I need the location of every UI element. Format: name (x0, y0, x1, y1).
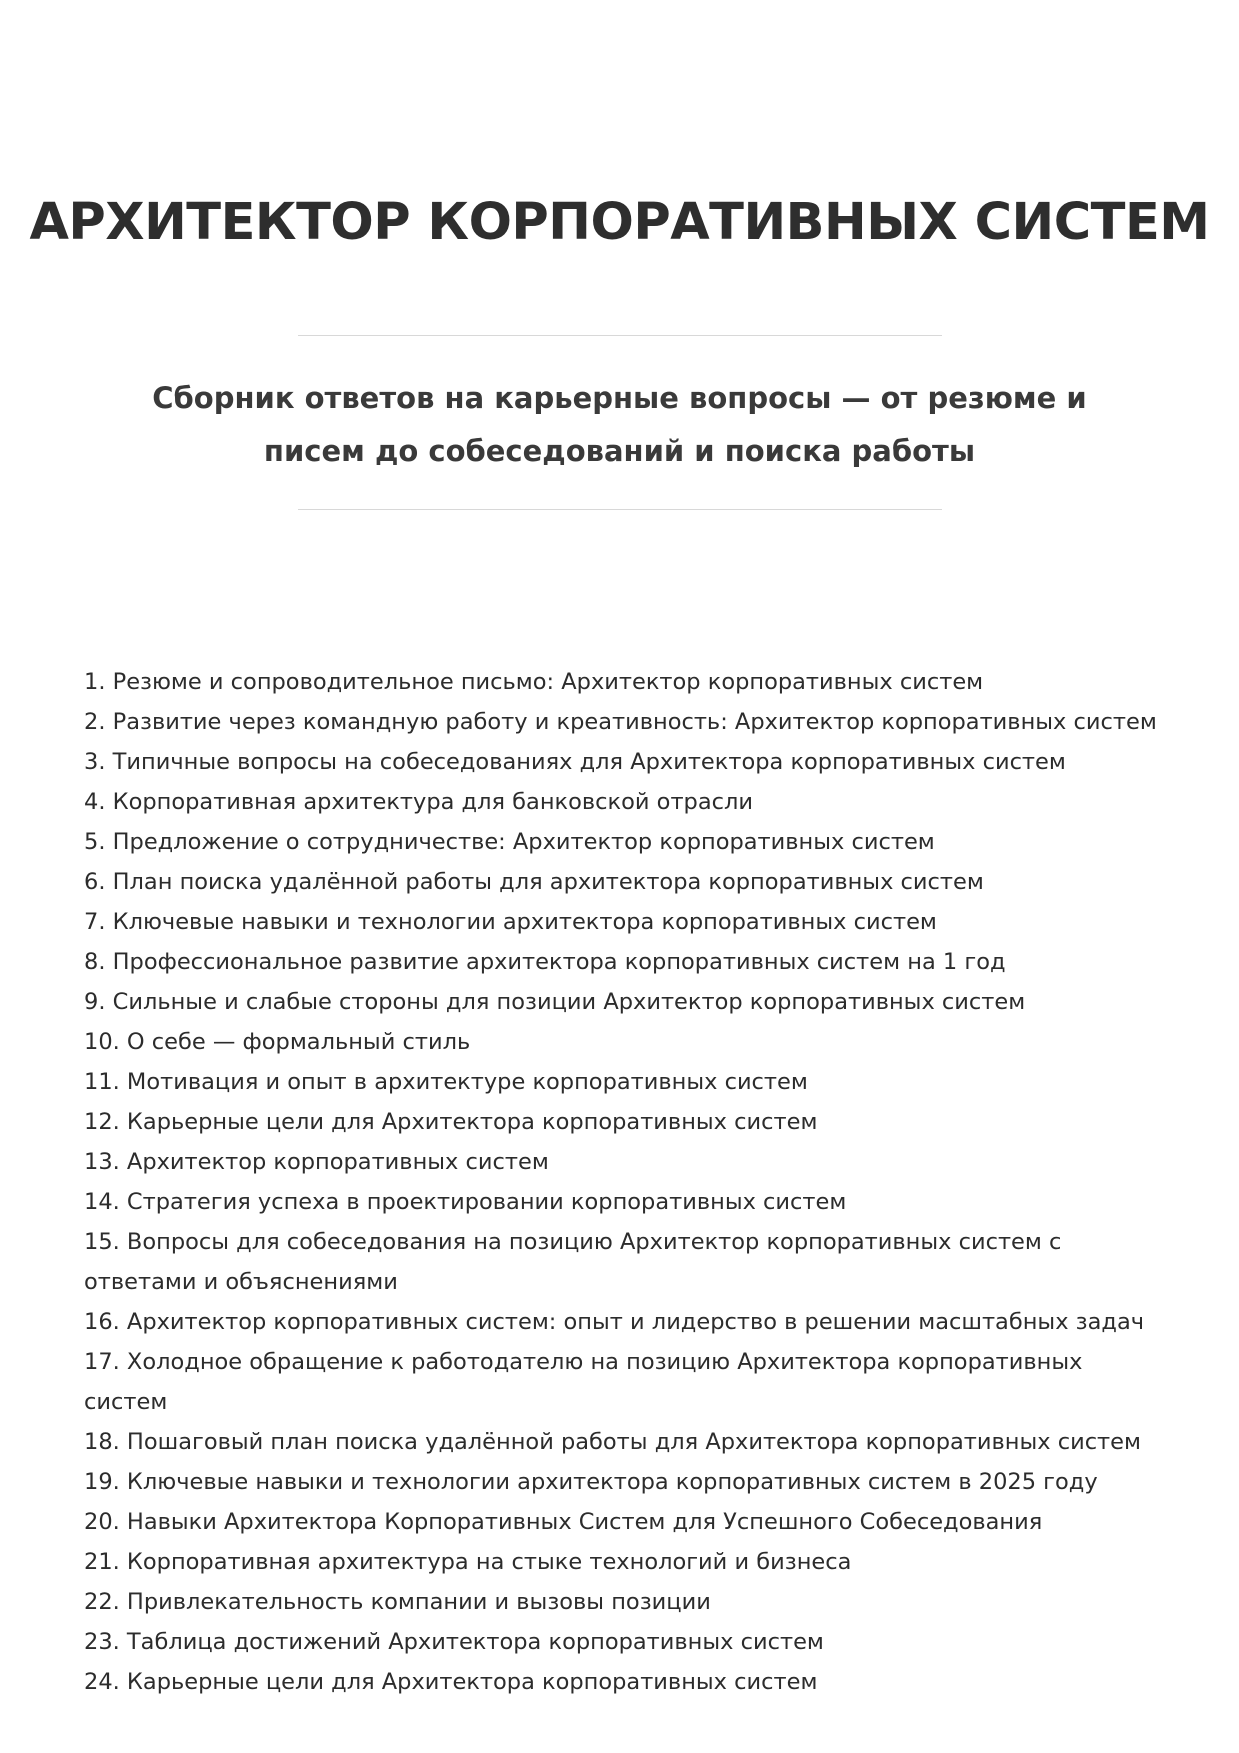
toc-item[interactable]: 6. План поиска удалённой работы для архитектора корпоративных систем (84, 869, 984, 895)
toc-item[interactable]: 13. Архитектор корпоративных систем (84, 1149, 549, 1175)
toc-item[interactable]: 2. Развитие через командную работу и креативность: Архитектор корпоративных систем (84, 709, 1157, 735)
document-subtitle: Сборник ответов на карьерные вопросы — от резюме и писем до собеседований и поиска работы (152, 381, 1087, 468)
toc-item[interactable]: 23. Таблица достижений Архитектора корпоративных систем (84, 1629, 824, 1655)
divider-top (298, 335, 942, 336)
toc-item[interactable]: 17. Холодное обращение к работодателю на позицию Архитектора корпоративных систем (84, 1349, 1083, 1415)
table-of-contents (84, 662, 1164, 1702)
toc-item[interactable]: 4. Корпоративная архитектура для банковской отрасли (84, 789, 753, 815)
toc-item[interactable]: 14. Стратегия успеха в проектировании корпоративных систем (84, 1189, 847, 1215)
toc-item[interactable]: 20. Навыки Архитектора Корпоративных Систем для Успешного Собеседования (84, 1509, 1043, 1535)
toc-item[interactable]: 7. Ключевые навыки и технологии архитектора корпоративных систем (84, 909, 937, 935)
toc-item[interactable]: 21. Корпоративная архитектура на стыке технологий и бизнеса (84, 1549, 852, 1575)
toc-item[interactable]: 11. Мотивация и опыт в архитектуре корпоративных систем (84, 1069, 808, 1095)
document-title: АРХИТЕКТОР КОРПОРАТИВНЫХ СИСТЕМ (29, 193, 1210, 252)
toc-item[interactable]: 9. Сильные и слабые стороны для позиции Архитектор корпоративных систем (84, 989, 1026, 1015)
divider-bottom (298, 509, 942, 510)
toc-item[interactable]: 19. Ключевые навыки и технологии архитектора корпоративных систем в 2025 году (84, 1469, 1098, 1495)
toc-item[interactable]: 5. Предложение о сотрудничестве: Архитектор корпоративных систем (84, 829, 935, 855)
toc-item[interactable]: 24. Карьерные цели для Архитектора корпоративных систем (84, 1669, 818, 1695)
toc-item[interactable]: 1. Резюме и сопроводительное письмо: Архитектор корпоративных систем (84, 669, 984, 695)
toc-item[interactable]: 3. Типичные вопросы на собеседованиях для Архитектора корпоративных систем (84, 749, 1066, 775)
toc-item[interactable]: 16. Архитектор корпоративных систем: опыт и лидерство в решении масштабных задач (84, 1309, 1145, 1335)
toc-item[interactable]: 10. О себе — формальный стиль (84, 1029, 471, 1055)
toc-item[interactable]: 18. Пошаговый план поиска удалённой работы для Архитектора корпоративных систем (84, 1429, 1141, 1455)
toc-item[interactable]: 12. Карьерные цели для Архитектора корпоративных систем (84, 1109, 818, 1135)
toc-item[interactable]: 8. Профессиональное развитие архитектора корпоративных систем на 1 год (84, 949, 1006, 975)
toc-item[interactable]: 15. Вопросы для собеседования на позицию Архитектор корпоративных систем с ответами и объяснениями (84, 1229, 1062, 1295)
toc-item[interactable]: 22. Привлекательность компании и вызовы позиции (84, 1589, 711, 1615)
